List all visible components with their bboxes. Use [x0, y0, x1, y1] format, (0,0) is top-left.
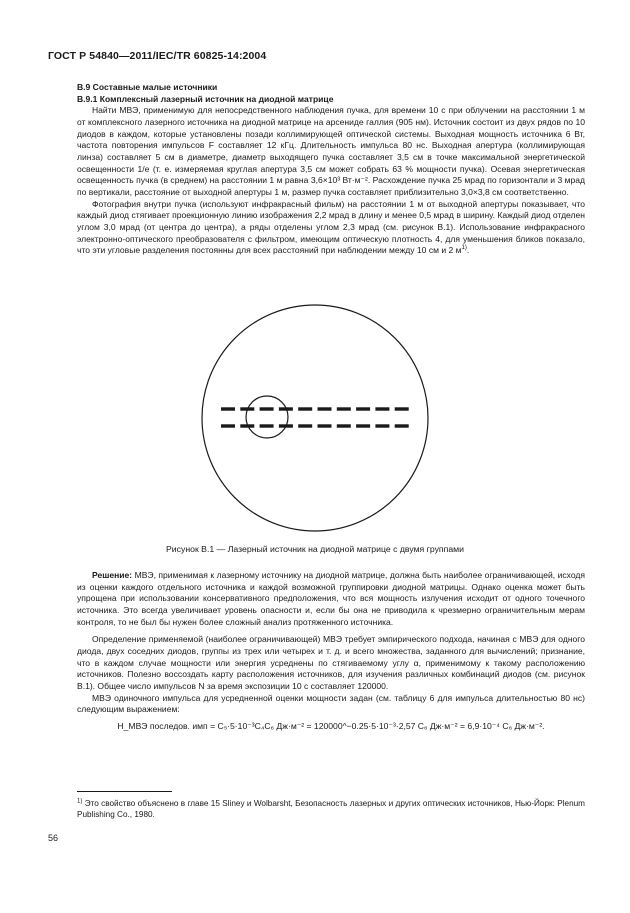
footnote-marker: 1)	[77, 798, 83, 805]
footnote-ref: 1)	[461, 245, 467, 252]
solution-paragraph-3: МВЭ одиночного импульса для усредненной оценки мощности задан (см. таблицу 6 для импульса длительностью 80 нс) следующим выражением:	[77, 692, 585, 715]
problem-paragraph: Найти МВЭ, применимую для непосредственного наблюдения пучка, для времени 10 с при облучении на расстоянии 1 м от комплексного лазерного источника на диодной матрице на арсениде галлия (905 нм). Источник состоит из двух рядов по 10 диодов в каждом, которые установлены позади коллимирующей оптической системы. Выходная мощность источника 6 Вт, частота повторения импульсов F составляет 12 кГц. Длительность импульса 80 нс. Выходная апертура (коллимирующая линза) составляет 5 см в диаметре, диаметр выходящего пучка составляет 3,5 см в точке максимальной энергетической освещенности 1/e (т. е. измеряемая круглая апертура 3,5 см может собрать 63 % мощности пучка). Осевая энергетическая освещенность пучка (в среднем) на расстоянии 1 м равна 3,6×10³ Вт·м⁻². Расхождение пучка 25 мрад по горизонтали и 3 мрад по вертикали, расстояние от выходной апертуры 1 м, размер пучка составляет приблизительно 3,0×3,8 см соответственно.	[77, 105, 585, 197]
solution-body	[77, 570, 585, 733]
diode-r1-6	[318, 407, 332, 410]
diode-r2-9	[375, 424, 389, 427]
diode-r2-3	[260, 424, 274, 427]
diode-r1-8	[356, 407, 370, 410]
diode-r2-8	[356, 424, 370, 427]
diode-r1-9	[375, 407, 389, 410]
diode-rows	[221, 407, 409, 427]
footnote-text: Это свойство объяснено в главе 15 Sliney и Wolbarsht, Безопасность лазерных и других оптических источников, Нью-Йорк: Plenum Publishing Co., 1980.	[77, 799, 585, 820]
photo-paragraph-end: .	[466, 245, 470, 256]
solution-paragraph-2: Определение применяемой (наиболее ограничивающей) МВЭ требует эмпирического подхода, начиная с МВЭ для одного диода, двух соседних диодов, группы из трех или четырех и т. д. и всего множества, заданного для вычислений; признание, что в каждом случае мощности или энергия усреднены по стягиваемому углу α, применимому к такому расположению источников. Полезно воссоздать карту расположения источников, для изучения различных комбинаций диодов (см. рисунок B.1). Общее число импульсов N за время экспозиции 10 с составляет 120000.	[77, 634, 585, 691]
diode-r1-2	[240, 407, 254, 410]
solution-label: Решение:	[92, 570, 133, 580]
single-diode-circle	[246, 396, 288, 438]
photo-paragraph-text: Фотография внутри пучка (используют инфракрасный фильм) на расстоянии 1 м от выходной апертуры показывает, что каждый диод стягивает проекционную линию изображения 2,2 мрад в длину и менее 0,5 мрад в ширину. Каждый диод отделен углом 3,0 мрад (от центра до центра), а ряды отделены углом 2,3 мрад (см. рисунок B.1). Использование инфракрасного электронно-оптического преобразователя с фильтром, имеющим оптическую плотность 4, для уменьшения бликов показало, что эти угловые разделения постоянны для всех расстояний при наблюдении между 10 см и 2 м	[77, 198, 585, 256]
section-heading: B.9 Составные малые источники	[77, 82, 218, 92]
beam-circle	[202, 305, 428, 531]
diode-r1-5	[298, 407, 312, 410]
diode-r1-3	[260, 407, 274, 410]
figure-caption: Рисунок B.1 — Лазерный источник на диодной матрице с двумя группами	[165, 544, 464, 554]
diode-r2-1	[221, 424, 235, 427]
mpe-formula: H_МВЭ последов. имп = C₅·5·10⁻³C₄C₆ Дж·м⁻² = 120000^−0.25·5·10⁻³·2,57 C₆ Дж·м⁻² = 6,9·10⁻⁴ C₆ Дж·м⁻².	[117, 720, 545, 731]
solution-text-1: МВЭ, применимая к лазерному источнику на диодной матрице, должна быть наиболее ограничивающей, исходя из оценки каждого отдельного источника и каждой возможной группировки диодной матрицы. Однако оценка может быть упрощена при использовании консервативного предположения, что вся мощность излучения исходит от одного точечного источника. Это всегда увеличивает уровень опасности и, если бы она не приводила к чрезмерно ограничительным мерам контроля, то не был бы нужен более сложный анализ протяженного источника.	[77, 570, 586, 627]
diode-r1-7	[337, 407, 351, 410]
footnote	[77, 798, 585, 821]
diode-r2-5	[298, 424, 312, 427]
diode-r1-1	[221, 407, 235, 410]
diode-r2-2	[240, 424, 254, 427]
solution-paragraph-1	[77, 570, 585, 628]
subsection-heading: B.9.1 Комплексный лазерный источник на диодной матрице	[77, 93, 334, 104]
diode-r2-4	[279, 424, 293, 427]
standard-header: ГОСТ Р 54840—2011/IEC/TR 60825-14:2004	[48, 50, 267, 62]
diode-r2-6	[318, 424, 332, 427]
diode-r2-7	[337, 424, 351, 427]
footnote-rule	[77, 791, 172, 792]
diode-r2-10	[395, 424, 409, 427]
diode-r1-4	[279, 407, 293, 410]
diode-r1-10	[395, 407, 409, 410]
page-number: 56	[48, 833, 59, 843]
